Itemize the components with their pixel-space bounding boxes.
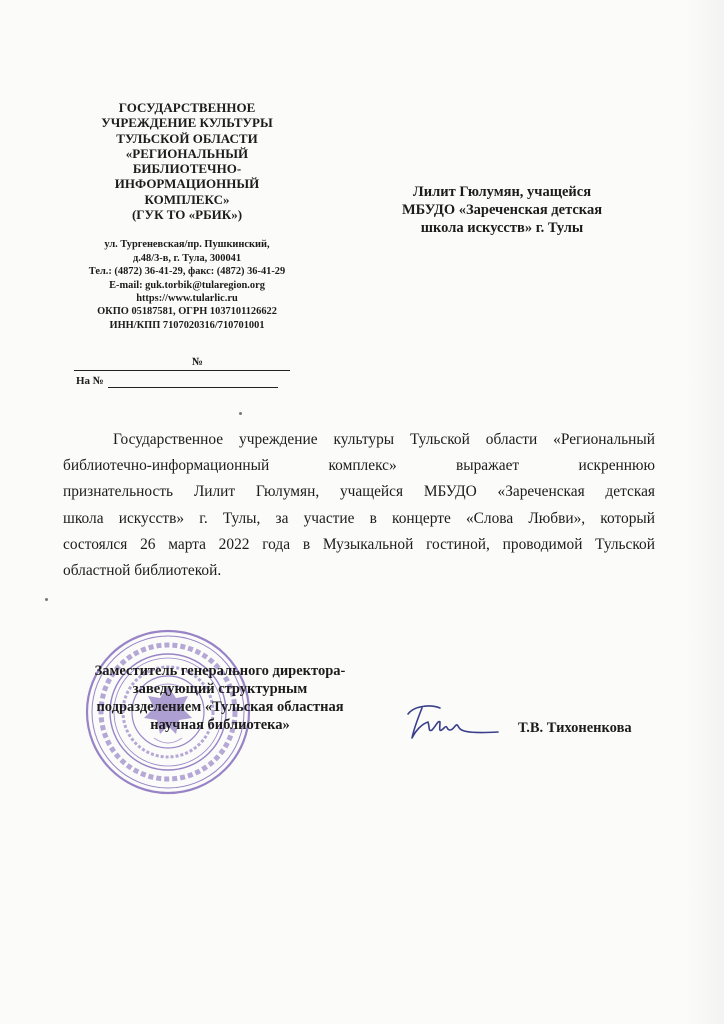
org-name-line: ТУЛЬСКОЙ ОБЛАСТИ	[116, 130, 258, 146]
org-name-line: КОМПЛЕКС»	[144, 191, 230, 207]
signer-title-line: заведующий структурным	[132, 681, 308, 697]
body-line: школа искусств» г. Тулы, за участие в концерте «Слова Любви», который	[63, 509, 655, 527]
signer-title-line: научная библиотека»	[150, 717, 290, 733]
org-address-line: д.48/3-в, г. Тула, 300041	[132, 252, 242, 264]
letter-body	[63, 427, 655, 584]
org-header	[62, 100, 312, 332]
incoming-number-line	[74, 373, 294, 389]
reference-lines	[74, 356, 294, 389]
number-sign: №	[192, 356, 204, 368]
body-line: библиотечно-информационный комплекс» выражает искреннюю	[63, 457, 655, 475]
page-edge-shade	[684, 0, 724, 1024]
body-line: Государственное учреждение культуры Тульской области «Региональный	[113, 431, 655, 448]
body-line: признательность Лилит Гюлумян, учащейся МБУДО «Зареченская детская	[63, 483, 655, 501]
body-line: состоялся 26 марта 2022 года в Музыкальной гостиной, проводимой Тульской	[63, 535, 655, 553]
org-name-line: ГОСУДАРСТВЕННОЕ	[118, 100, 256, 115]
scan-speck	[239, 412, 242, 415]
org-name-line: ИНФОРМАЦИОННЫЙ	[114, 176, 260, 192]
org-name-line: БИБЛИОТЕЧНО-	[132, 161, 242, 177]
org-email: E-mail: guk.torbik@tularegion.org	[109, 279, 265, 291]
recipient-line: школа искусств» г. Тулы	[420, 220, 584, 236]
body-line: областной библиотекой.	[63, 562, 222, 580]
signer-name: Т.В. Тихоненкова	[518, 720, 632, 736]
signer-title-line: подразделением «Тульская областная	[96, 699, 344, 715]
org-name-line: (ГУК ТО «РБИК»)	[131, 207, 243, 223]
org-phone: Тел.: (4872) 36-41-29, факс: (4872) 36-41-29	[88, 266, 286, 278]
ref-label: На №	[76, 375, 104, 387]
org-name-line: «РЕГИОНАЛЬНЫЙ	[125, 145, 249, 161]
recipient-line: МБУДО «Зареченская детская	[401, 202, 603, 218]
ref-underline	[108, 387, 278, 388]
org-inn-kpp: ИНН/КПП 7107020316/710701001	[109, 319, 265, 331]
signer-title-line: Заместитель генерального директора-	[94, 663, 346, 679]
org-website: https://www.tularlic.ru	[136, 293, 238, 304]
org-address-line: ул. Тургеневская/пр. Пушкинский,	[104, 239, 270, 251]
outgoing-number-line	[74, 356, 290, 371]
recipient	[372, 183, 632, 237]
scan-speck	[45, 598, 48, 601]
recipient-line: Лилит Гюлумян, учащейся	[412, 184, 592, 200]
org-name-line: УЧРЕЖДЕНИЕ КУЛЬТУРЫ	[101, 115, 273, 131]
handwritten-signature-icon	[400, 700, 500, 746]
org-details	[62, 238, 312, 332]
signer-title	[65, 662, 375, 734]
org-okpo-ogrn: ОКПО 05187581, ОГРН 1037101126622	[97, 306, 277, 318]
org-name	[62, 100, 312, 222]
